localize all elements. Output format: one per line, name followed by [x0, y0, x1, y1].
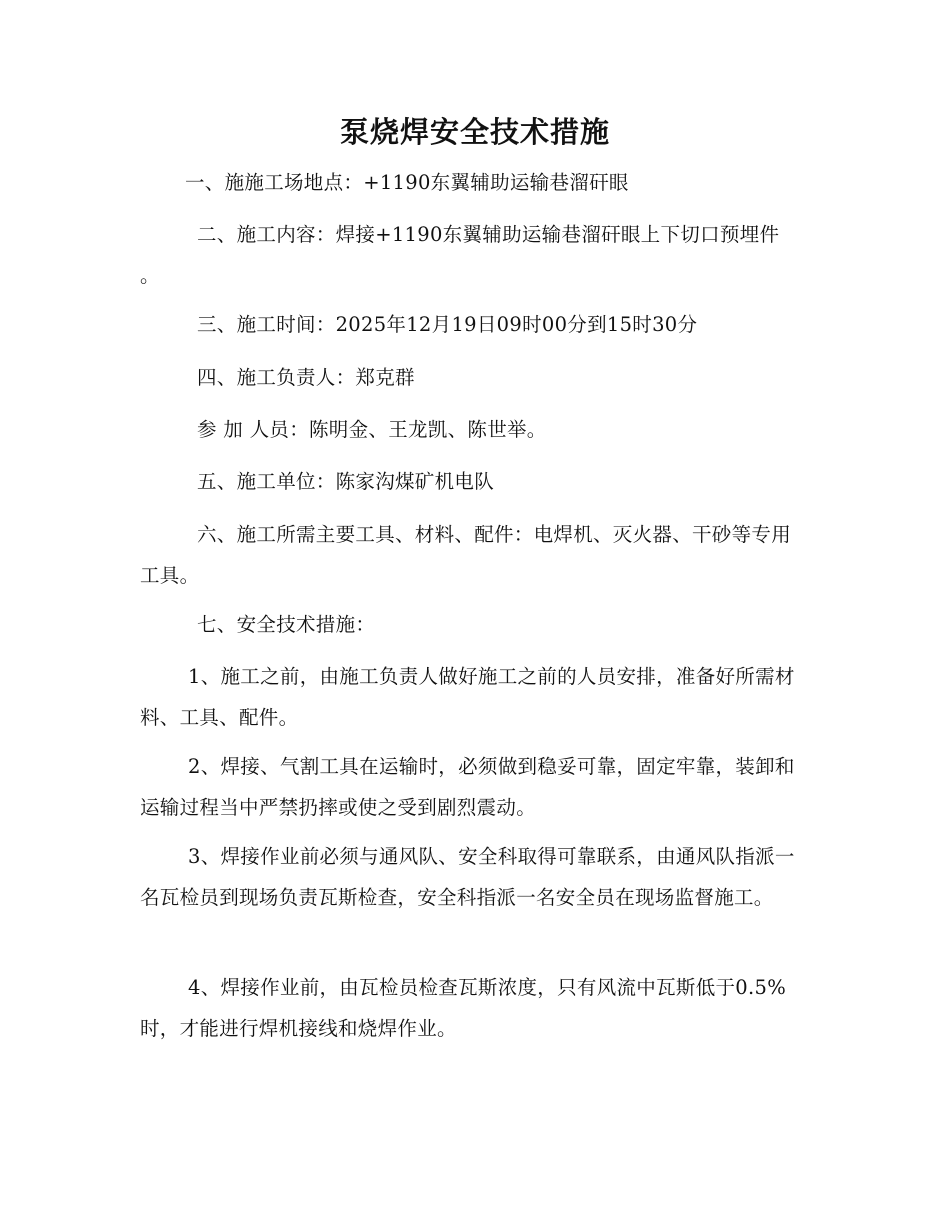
paragraph-measure-4: 4、焊接作业前，由瓦检员检查瓦斯浓度，只有风流中瓦斯低于0.5%时，才能进行焊机接线和烧焊作业。: [140, 976, 787, 1040]
document-title: 泵烧焊安全技术措施: [339, 115, 610, 149]
paragraph-participants: 参 加 人员：陈明金、王龙凯、陈世举。: [197, 418, 547, 441]
paragraph-measures-heading: 七、安全技术措施：: [197, 613, 376, 636]
paragraph-time: 三、施工时间：2025年12月19日09时00分到15时30分: [197, 313, 698, 336]
paragraph-site: 一、施施工场地点：+1190东翼辅助运输巷溜矸眼: [185, 171, 629, 194]
paragraph-tools: 六、施工所需主要工具、材料、配件：电焊机、灭火器、干砂等专用工具。: [140, 523, 792, 587]
paragraph-measure-2: 2、焊接、气割工具在运输时，必须做到稳妥可靠，固定牢靠，装卸和运输过程当中严禁扔摔或使之受到剧烈震动。: [140, 755, 795, 819]
paragraph-leader: 四、施工负责人：郑克群: [197, 366, 415, 389]
paragraph-content: 二、施工内容：焊接+1190东翼辅助运输巷溜矸眼上下切口预埋件 。: [140, 223, 780, 287]
paragraph-measure-1: 1、施工之前，由施工负责人做好施工之前的人员安排，准备好所需材料、工具、配件。: [140, 665, 795, 729]
paragraph-unit: 五、施工单位：陈家沟煤矿机电队: [197, 470, 495, 493]
paragraph-measure-3: 3、焊接作业前必须与通风队、安全科取得可靠联系，由通风队指派一名瓦检员到现场负责瓦斯检查，安全科指派一名安全员在现场监督施工。: [140, 845, 795, 909]
